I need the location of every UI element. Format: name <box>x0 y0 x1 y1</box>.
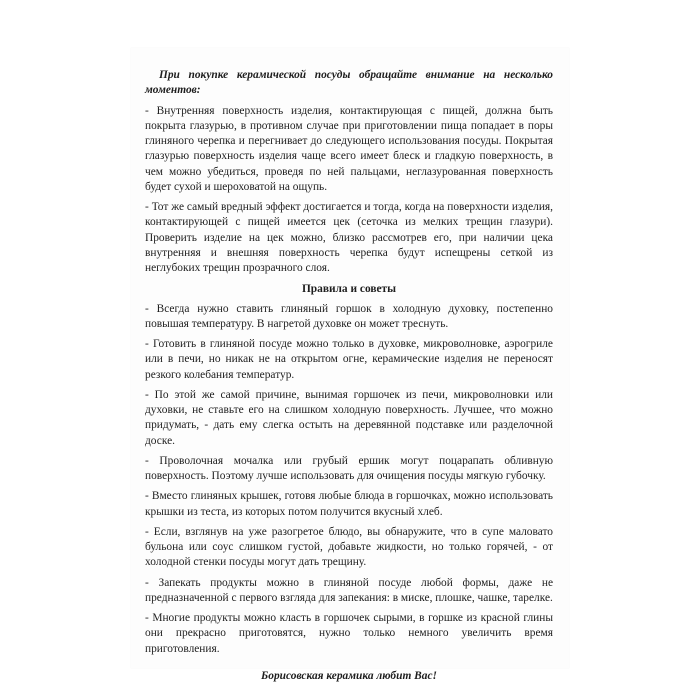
tip-cold-surface: - По этой же самой причине, вынимая горшочек из печи, микроволновки или духовки, не ставьте его на слишком холодную поверхность. Лучшее, что можно придумать, - дать ему слегка остыть на деревянной подставке или разделочной доске. <box>145 388 553 447</box>
tip-cleaning: - Проволочная мочалка или грубый ершик могут поцарапать обливную поверхность. Поэтому лучше использовать для очищения посуды мягкую губочку. <box>145 454 553 482</box>
tip-hot-liquid: - Если, взглянув на уже разогретое блюдо, вы обнаружите, что в супе маловато бульона или соус слишком густой, добавьте жидкости, но только горячей, - от холодной стенки посуды могут дать трещину. <box>145 525 553 569</box>
intro-paragraph-glaze: - Внутренняя поверхность изделия, контактирующая с пищей, должна быть покрыта глазурью, в противном случае при приготовлении пища попадает в поры глиняного черепка и перегнивает до следующего использования посуды. Покрытая глазурью поверхность изделия чаще всего имеет блеск и гладкую поверхность, в чем можно убедиться, проведя по ней пальцами, неглазурованная поверхность будет сухой и шероховатой на ощупь. <box>145 104 553 193</box>
intro-paragraph-crackle: - Тот же самый вредный эффект достигается и тогда, когда на поверхности изделия, контактирующей с пищей имеется цек (сеточка из мелких трещин глазури). Проверить изделие на цек можно, близко рассмотрев его, при наличии цека внутренняя и внешняя поверхность черепка будут испещрены сеткой из неглубоких трещин прозрачного слоя. <box>145 201 553 274</box>
instruction-sheet <box>131 48 569 682</box>
tip-dough-lids: - Вместо глиняных крышек, готовя любые блюда в горшочках, можно использовать крышки из теста, из которых потом получится вкусный хлеб. <box>145 490 553 518</box>
tip-any-shape: - Запекать продукты можно в глиняной посуде любой формы, даже не предназначенной с первого взгляда для запекания: в миске, плошке, чашке, тарелке. <box>145 576 553 604</box>
intro-title: При покупке керамической посуды обращайте внимание на несколько моментов: <box>145 69 553 97</box>
sheet-content <box>145 68 553 695</box>
closing-line: Борисовская керамика любит Вас! <box>261 669 437 682</box>
tip-raw-products: - Многие продукты можно класть в горшочек сырыми, в горшке из красной глины они прекрасно приготовятся, нужно только немного увеличить время приготовления. <box>145 612 553 655</box>
section-title: Правила и советы <box>301 283 397 296</box>
tip-cold-oven: - Всегда нужно ставить глиняный горшок в холодную духовку, постепенно повышая температуру. В нагретой духовке он может треснуть. <box>145 302 553 330</box>
tip-cooking-methods: - Готовить в глиняной посуде можно только в духовке, микроволновке, аэрогриле или в печи, но никак не на открытом огне, керамические изделия не переносят резкого колебания температур. <box>145 338 553 381</box>
